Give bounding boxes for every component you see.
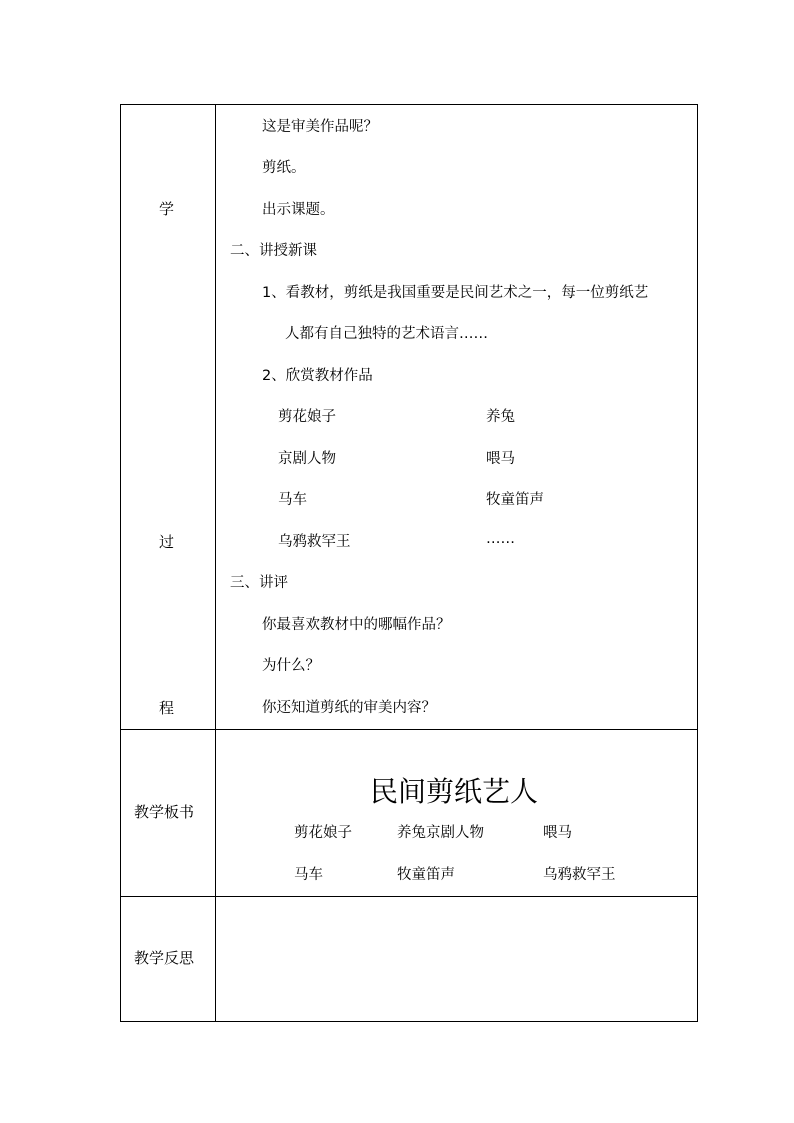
column-divider (215, 104, 216, 1022)
label-process-char-3: 程 (159, 699, 175, 717)
table-left-border (120, 104, 121, 1022)
process-line-3: 出示课题。 (262, 202, 335, 218)
board-row2-item-1: 马车 (294, 867, 323, 883)
question-3: 你还知道剪纸的审美内容？ (262, 700, 436, 716)
label-process-char-2: 过 (159, 533, 175, 551)
table-right-border (697, 104, 698, 1022)
question-1: 你最喜欢教材中的哪幅作品？ (262, 617, 451, 633)
process-line-1: 这是审美作品呢？ (262, 119, 378, 135)
work-left-4: 乌鸦救罕王 (278, 534, 351, 550)
board-row1-item-3: 喂马 (543, 825, 572, 841)
work-left-2: 京剧人物 (278, 451, 336, 467)
table-bottom-border (120, 1021, 698, 1022)
work-right-1: 养兔 (486, 409, 515, 425)
label-reflection: 教学反思 (134, 949, 195, 967)
board-title: 民间剪纸艺人 (370, 775, 539, 808)
point-1-line-2: 人都有自己独特的艺术语言…… (285, 326, 488, 342)
work-left-3: 马车 (278, 492, 307, 508)
work-right-3: 牧童笛声 (486, 492, 544, 508)
point-2: 2、欣赏教材作品 (262, 368, 373, 384)
reflection-content-area (216, 897, 697, 1021)
work-right-2: 喂马 (486, 451, 515, 467)
table-top-border (120, 104, 698, 105)
question-2: 为什么？ (262, 658, 320, 674)
label-process-char-1: 学 (159, 200, 175, 218)
board-row2-item-2: 牧童笛声 (397, 867, 455, 883)
section-heading-3: 三、讲评 (230, 575, 288, 591)
label-board: 教学板书 (134, 803, 195, 821)
process-line-2: 剪纸。 (262, 160, 306, 176)
point-1-line-1: 1、看教材，剪纸是我国重要是民间艺术之一，每一位剪纸艺 (262, 285, 649, 301)
board-row2-item-3: 乌鸦救罕王 (543, 867, 616, 883)
board-row1-item-1: 剪花娘子 (294, 825, 352, 841)
work-left-1: 剪花娘子 (278, 409, 336, 425)
row-divider-board (120, 729, 698, 730)
section-heading-2: 二、讲授新课 (230, 243, 317, 259)
board-row1-item-2: 养兔京剧人物 (397, 825, 484, 841)
work-right-4: …… (486, 531, 515, 547)
